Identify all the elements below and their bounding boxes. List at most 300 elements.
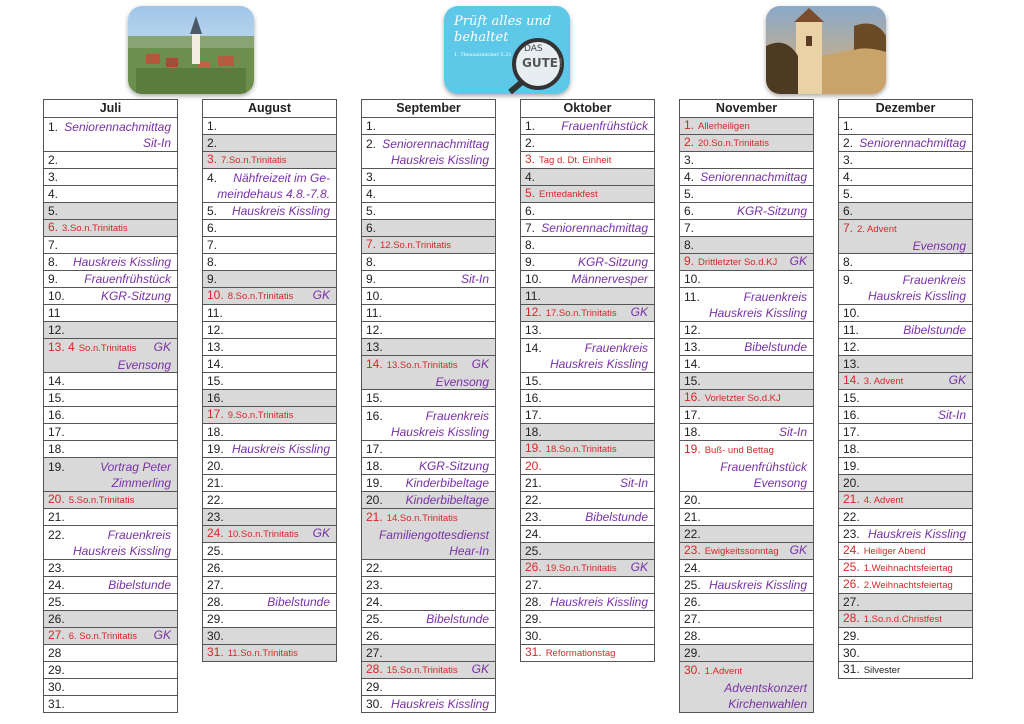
day-number: 6. — [525, 204, 536, 218]
day-number: 25. — [207, 544, 224, 558]
day-number: 19. — [684, 442, 701, 456]
event-label: GK — [312, 526, 330, 540]
day-number: 6. — [684, 204, 695, 218]
day-row — [44, 628, 177, 645]
day-row — [521, 526, 654, 543]
event-label: Sit-In — [619, 476, 648, 490]
day-number: 29. — [843, 629, 860, 643]
day-line — [525, 628, 648, 644]
day-line — [366, 661, 489, 679]
event-label: Seniorennachmittag — [859, 136, 966, 150]
day-line — [48, 491, 171, 509]
day-row — [680, 611, 813, 628]
day-number: 10. — [525, 272, 542, 286]
day-number: 1. — [366, 119, 377, 133]
holiday-label: Ewigkeitssonntag — [704, 546, 779, 557]
day-number: 18. — [525, 425, 542, 439]
day-number: 19. — [843, 459, 860, 473]
holiday-label: 2.Weihnachtsfeiertag — [863, 580, 953, 591]
day-line — [207, 220, 330, 236]
day-line — [843, 645, 966, 661]
day-row — [521, 271, 654, 288]
day-row — [44, 560, 177, 577]
day-number: 19. — [525, 441, 542, 455]
day-row — [521, 645, 654, 662]
day-number: 12. — [48, 323, 65, 337]
day-line — [684, 117, 807, 135]
day-row — [203, 118, 336, 135]
event-label: Frauenkreis — [584, 340, 648, 355]
day-number: 28. — [366, 662, 383, 676]
day-line — [366, 492, 489, 508]
day-number: 12. — [207, 323, 224, 337]
event-label: Sit-In — [778, 425, 807, 439]
day-line — [366, 645, 489, 661]
day-row — [680, 543, 813, 560]
holiday-label: Drittletzter So.d.KJ — [698, 257, 778, 268]
day-row — [44, 203, 177, 220]
event-label: Hauskreis Kissling — [708, 578, 807, 592]
day-row — [362, 577, 495, 594]
event-extra-line: Hauskreis Kissling — [708, 305, 807, 320]
day-line — [843, 169, 966, 185]
day-line — [48, 509, 171, 525]
day-number: 6. — [207, 221, 218, 235]
holiday-label: 15.So.n.Trinitatis — [386, 665, 458, 676]
day-line — [366, 356, 489, 374]
day-number: 19. — [366, 476, 383, 490]
day-row — [521, 424, 654, 441]
day-line — [843, 542, 966, 560]
day-number: 3. — [843, 153, 854, 167]
day-row — [44, 152, 177, 169]
day-number: 24. — [207, 526, 224, 540]
day-line — [48, 611, 171, 627]
day-number: 10. — [366, 289, 383, 303]
day-line — [48, 203, 171, 219]
day-row — [839, 577, 972, 594]
day-number: 16. — [366, 408, 383, 423]
day-line — [366, 169, 489, 185]
day-number: 21. — [366, 510, 383, 524]
day-row — [680, 628, 813, 645]
day-line — [684, 289, 807, 305]
day-line — [684, 628, 807, 644]
day-number: 9. — [48, 272, 59, 286]
day-row — [44, 458, 177, 492]
day-line — [684, 611, 807, 627]
day-line — [48, 305, 171, 321]
day-number: 21. — [684, 510, 701, 524]
day-row — [362, 696, 495, 713]
day-line — [207, 525, 330, 543]
event-label: Seniorennachmittag — [382, 136, 489, 151]
day-row — [839, 628, 972, 645]
holiday-label: Heiliger Abend — [863, 546, 926, 557]
day-line — [366, 475, 489, 491]
day-number: 15. — [48, 391, 65, 405]
day-row — [203, 220, 336, 237]
day-line — [48, 527, 171, 543]
day-number: 21. — [525, 476, 542, 490]
day-row — [203, 407, 336, 424]
slogan-line1: Prüft alles und — [454, 14, 552, 29]
day-line — [366, 628, 489, 644]
holiday-label: Buß- und Bettag — [704, 445, 774, 456]
day-row — [680, 237, 813, 254]
day-number: 10. — [48, 289, 65, 303]
day-line — [525, 458, 648, 474]
day-row — [362, 237, 495, 254]
day-row — [362, 458, 495, 475]
holiday-label: 10.So.n.Trinitatis — [227, 529, 299, 540]
day-number: 26. — [684, 595, 701, 609]
day-line — [843, 152, 966, 168]
day-number: 17. — [843, 425, 860, 439]
day-line — [525, 509, 648, 525]
day-number: 17. — [207, 407, 224, 421]
day-number: 1. — [684, 118, 695, 132]
day-line — [48, 696, 171, 712]
day-line — [843, 559, 966, 577]
day-line — [207, 509, 330, 525]
day-line — [525, 644, 648, 662]
holiday-label: 1.Advent — [704, 666, 743, 677]
event-extra-line: Adventskonzert — [724, 681, 807, 695]
event-label: GK — [471, 356, 489, 371]
day-line — [525, 322, 648, 338]
day-number: 22. — [207, 493, 224, 507]
day-number: 22. — [48, 527, 65, 542]
day-number: 30. — [843, 646, 860, 660]
day-line — [207, 628, 330, 644]
day-number: 31. — [525, 645, 542, 659]
day-row — [203, 254, 336, 271]
day-line — [843, 390, 966, 406]
day-row — [44, 169, 177, 186]
event-label: Hauskreis Kissling — [231, 204, 330, 218]
day-line — [843, 272, 966, 288]
day-number: 25. — [366, 612, 383, 626]
day-row — [680, 390, 813, 407]
day-number: 27. — [843, 595, 860, 609]
day-line — [843, 661, 966, 679]
day-line — [525, 492, 648, 508]
day-number: 26. — [207, 561, 224, 575]
day-row — [521, 509, 654, 526]
day-number: 11 — [48, 306, 61, 320]
day-number: 6. — [366, 221, 377, 235]
day-line — [207, 170, 330, 186]
day-row — [203, 152, 336, 169]
day-row — [521, 254, 654, 271]
day-number: 4. — [684, 170, 695, 184]
day-row — [203, 458, 336, 475]
day-number: 17. — [48, 425, 65, 439]
day-row — [203, 475, 336, 492]
day-row — [203, 237, 336, 254]
day-number: 9. — [525, 255, 536, 269]
day-row — [839, 424, 972, 441]
day-line — [684, 253, 807, 271]
day-number: 13. — [207, 340, 224, 354]
month-column-august — [202, 99, 337, 662]
day-line — [48, 424, 171, 440]
day-number: 20. — [684, 493, 701, 507]
day-line — [684, 526, 807, 542]
day-number: 31. — [48, 697, 65, 711]
day-number: 9. — [207, 272, 218, 286]
day-row — [839, 254, 972, 271]
event-label: KGR-Sitzung — [577, 255, 648, 269]
day-row — [203, 611, 336, 628]
holiday-label: Silvester — [863, 665, 901, 676]
event-label: GK — [630, 305, 648, 319]
holiday-label: 3.So.n.Trinitatis — [62, 223, 128, 234]
church-photo — [766, 6, 886, 94]
day-row — [362, 288, 495, 305]
day-number: 30. — [525, 629, 542, 643]
day-row — [203, 135, 336, 152]
event-label: GK — [471, 662, 489, 676]
day-number: 14. — [207, 357, 224, 371]
day-line — [366, 390, 489, 406]
day-number: 4. — [366, 187, 377, 201]
day-number: 18. — [207, 425, 224, 439]
day-line — [48, 169, 171, 185]
day-number: 3. — [207, 152, 218, 166]
day-row — [362, 169, 495, 186]
day-line — [48, 271, 171, 287]
day-row — [680, 594, 813, 611]
day-number: 10. — [207, 288, 224, 302]
day-number: 28. — [684, 629, 701, 643]
day-row — [839, 407, 972, 424]
day-line — [207, 594, 330, 610]
day-row — [680, 220, 813, 237]
event-label: Vortrag Peter — [100, 459, 171, 474]
day-line — [207, 644, 330, 662]
day-line — [843, 628, 966, 644]
event-label: Kinderbibeltage — [405, 476, 489, 490]
day-row — [203, 509, 336, 526]
day-line — [366, 118, 489, 134]
day-row — [203, 424, 336, 441]
event-label: GK — [789, 254, 807, 268]
day-number: 11. — [366, 306, 382, 320]
day-line — [843, 576, 966, 594]
day-line — [684, 186, 807, 202]
day-number: 31. — [207, 645, 224, 659]
day-number: 5. — [525, 186, 536, 200]
event-label: Bibelstunde — [426, 612, 489, 626]
day-number: 2. — [48, 153, 59, 167]
holiday-label: So.n.Trinitatis — [78, 342, 137, 354]
day-line — [525, 220, 648, 236]
day-line — [366, 339, 489, 355]
day-number: 8. — [843, 255, 854, 269]
day-row — [44, 118, 177, 152]
day-row — [680, 560, 813, 577]
day-number: 4. — [843, 170, 854, 184]
day-line — [843, 458, 966, 474]
event-label: Frauenkreis — [425, 408, 489, 423]
day-number: 8. — [684, 238, 695, 252]
holiday-label: 6. So.n.Trinitatis — [68, 631, 137, 642]
day-number: 1. — [48, 119, 59, 134]
day-line — [843, 610, 966, 628]
day-row — [521, 441, 654, 458]
day-number: 13. 4 — [48, 339, 75, 354]
day-line — [366, 136, 489, 152]
holiday-label: 1.Weihnachtsfeiertag — [863, 563, 953, 574]
day-line — [366, 509, 489, 527]
day-number: 26. — [525, 560, 542, 574]
month-header: Juli — [44, 100, 177, 118]
event-extra-line: Evensong — [117, 357, 171, 372]
day-line — [48, 390, 171, 406]
day-row — [521, 628, 654, 645]
day-number: 15. — [366, 391, 383, 405]
day-row — [680, 373, 813, 390]
day-row — [203, 645, 336, 662]
day-row — [362, 339, 495, 356]
day-line — [525, 288, 648, 304]
month-header: Dezember — [839, 100, 972, 118]
day-number: 27. — [366, 646, 383, 660]
day-number: 15. — [843, 391, 860, 405]
day-row — [362, 662, 495, 679]
holiday-label: 14.So.n.Trinitatis — [386, 513, 458, 524]
day-row — [839, 611, 972, 628]
day-row — [362, 509, 495, 560]
holiday-label: 13.So.n.Trinitatis — [386, 359, 458, 371]
day-row — [362, 645, 495, 662]
day-line — [48, 627, 171, 645]
day-line — [48, 254, 171, 270]
day-number: 22. — [684, 527, 701, 541]
day-row — [521, 407, 654, 424]
holiday-label: 9.So.n.Trinitatis — [227, 410, 294, 421]
day-row — [203, 322, 336, 339]
day-line — [366, 220, 489, 236]
month-header: Oktober — [521, 100, 654, 118]
day-line — [207, 373, 330, 389]
event-label: Hauskreis Kissling — [72, 255, 171, 269]
day-row — [44, 662, 177, 679]
day-line — [684, 152, 807, 168]
day-number: 6. — [48, 220, 59, 234]
day-line — [48, 186, 171, 202]
day-line — [207, 118, 330, 134]
holiday-label: Erntedankfest — [539, 189, 598, 200]
event-extra-line: Zimmerling — [111, 475, 171, 490]
day-number: 5. — [843, 187, 854, 201]
day-number: 1. — [207, 119, 218, 133]
day-line — [525, 151, 648, 169]
day-row — [362, 118, 495, 135]
day-number: 8. — [525, 238, 536, 252]
event-extra-line: Evensong — [753, 476, 807, 490]
day-number: 21. — [207, 476, 224, 490]
day-line — [843, 186, 966, 202]
day-number: 5. — [48, 204, 59, 218]
day-row — [203, 169, 336, 203]
day-row — [362, 441, 495, 458]
day-line — [684, 237, 807, 253]
day-number: 5. — [366, 204, 377, 218]
day-line — [684, 542, 807, 560]
day-line — [207, 305, 330, 321]
day-line — [684, 662, 807, 680]
event-extra-line: Hauskreis Kissling — [390, 152, 489, 167]
day-number: 7. — [207, 238, 218, 252]
event-label: KGR-Sitzung — [418, 459, 489, 473]
day-number: 30. — [48, 680, 65, 694]
day-number: 9. — [366, 272, 377, 286]
day-line — [207, 406, 330, 424]
day-row — [839, 509, 972, 526]
day-number: 7. — [843, 220, 854, 235]
day-row — [44, 696, 177, 713]
day-number: 22. — [366, 561, 383, 575]
day-number: 3. — [684, 153, 695, 167]
day-row — [680, 322, 813, 339]
day-line — [843, 372, 966, 390]
day-line — [684, 203, 807, 219]
day-row — [680, 645, 813, 662]
day-row — [839, 169, 972, 186]
day-line — [843, 356, 966, 372]
day-number: 11. — [684, 289, 700, 304]
event-label: Männervesper — [571, 272, 648, 286]
day-row — [203, 356, 336, 373]
day-row — [203, 543, 336, 560]
day-line — [207, 237, 330, 253]
day-line — [48, 219, 171, 237]
day-row — [203, 305, 336, 322]
day-row — [680, 186, 813, 203]
day-line — [207, 458, 330, 474]
day-line — [525, 237, 648, 253]
day-line — [366, 254, 489, 270]
day-line — [48, 407, 171, 423]
day-row — [203, 271, 336, 288]
day-line — [207, 611, 330, 627]
day-row — [44, 679, 177, 696]
day-row — [44, 288, 177, 305]
day-line — [684, 594, 807, 610]
day-number: 2. — [684, 135, 695, 149]
event-label: GK — [948, 373, 966, 387]
event-label: GK — [789, 543, 807, 557]
day-number: 7. — [366, 237, 377, 251]
day-number: 8. — [207, 255, 218, 269]
month-column-september — [361, 99, 496, 713]
day-line — [684, 322, 807, 338]
day-row — [362, 475, 495, 492]
day-row — [839, 560, 972, 577]
day-row — [362, 679, 495, 696]
day-row — [680, 509, 813, 526]
day-number: 7. — [525, 221, 536, 235]
day-row — [521, 152, 654, 169]
day-number: 14. — [48, 374, 65, 388]
event-extra-line: Kirchenwahlen — [728, 697, 807, 711]
day-line — [525, 373, 648, 389]
day-number: 31. — [843, 662, 860, 676]
day-number: 18. — [843, 442, 860, 456]
